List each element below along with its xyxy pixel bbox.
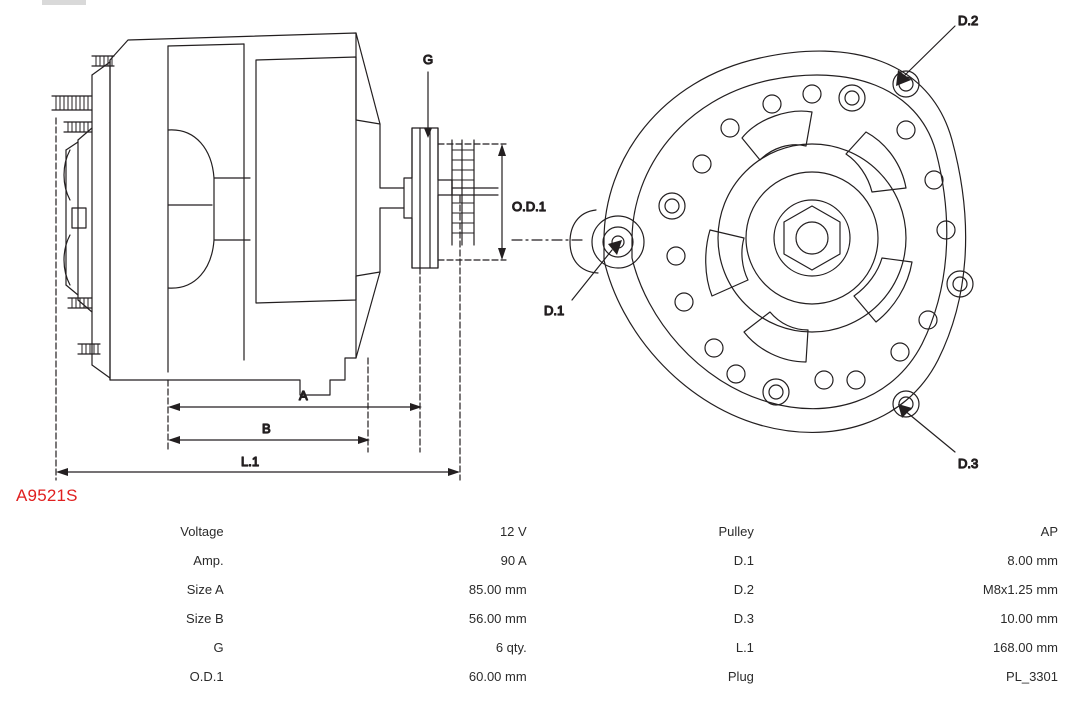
specifications-table [8, 516, 1072, 692]
spec-label: D.2 [541, 576, 766, 603]
spec-label: D.1 [541, 547, 766, 574]
spec-value: 8.00 mm [768, 547, 1070, 574]
spec-label: G [10, 634, 236, 661]
callout-l1: L.1 [241, 454, 260, 469]
spec-label: Voltage [10, 518, 236, 545]
table-row [10, 576, 1070, 603]
spec-label: Size B [10, 605, 236, 632]
spec-value: 6 qty. [238, 634, 539, 661]
spec-label: Plug [541, 663, 766, 690]
table-row [10, 634, 1070, 661]
spec-label: Amp. [10, 547, 236, 574]
table-row [10, 663, 1070, 690]
callout-g: G [423, 52, 434, 67]
spec-value: 10.00 mm [768, 605, 1070, 632]
table-row [10, 605, 1070, 632]
spec-label: L.1 [541, 634, 766, 661]
callout-od1: O.D.1 [512, 199, 546, 214]
callout-d1: D.1 [544, 303, 565, 318]
spec-label: O.D.1 [10, 663, 236, 690]
spec-value: M8x1.25 mm [768, 576, 1070, 603]
table-row [10, 547, 1070, 574]
spec-value: 56.00 mm [238, 605, 539, 632]
spec-value: 85.00 mm [238, 576, 539, 603]
spec-value: PL_3301 [768, 663, 1070, 690]
callout-d3: D.3 [958, 456, 979, 471]
callout-a: A [299, 388, 308, 403]
spec-label: Size A [10, 576, 236, 603]
spec-label: D.3 [541, 605, 766, 632]
spec-value: 60.00 mm [238, 663, 539, 690]
side-view-group [52, 33, 498, 395]
spec-label: Pulley [541, 518, 766, 545]
spec-value: AP [768, 518, 1070, 545]
page-title: A9521S [16, 486, 78, 505]
spec-value: 168.00 mm [768, 634, 1070, 661]
spec-value: 12 V [238, 518, 539, 545]
callout-d2: D.2 [958, 13, 979, 28]
spec-value: 90 A [238, 547, 539, 574]
front-view-group [570, 51, 973, 432]
table-row [10, 518, 1070, 545]
dimension-lines [56, 72, 584, 480]
callout-b: B [262, 421, 271, 436]
